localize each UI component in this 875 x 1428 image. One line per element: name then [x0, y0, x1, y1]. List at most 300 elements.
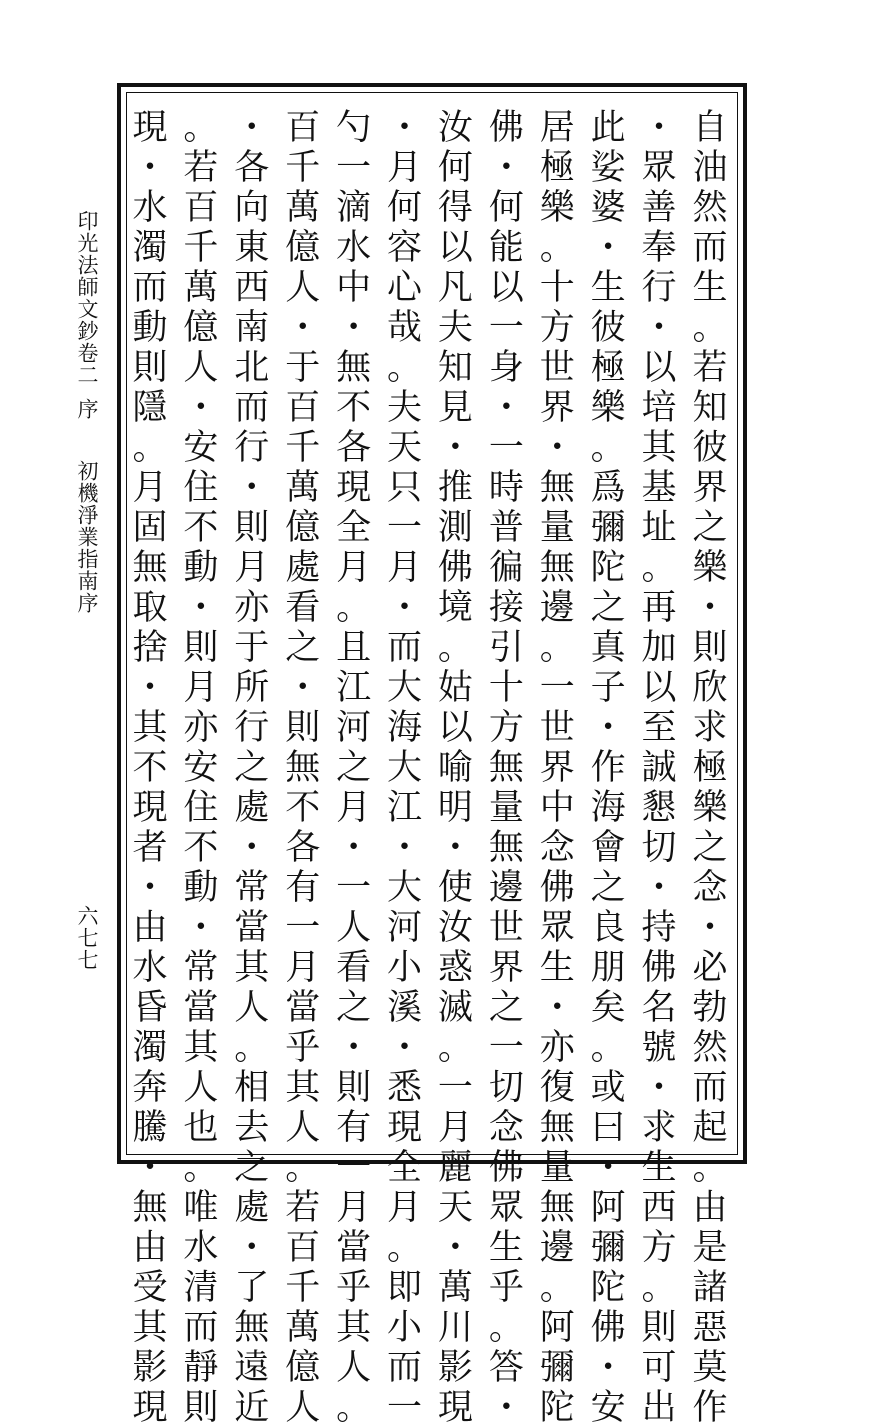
glyph: 安: [183, 748, 219, 788]
glyph: 彌: [590, 1228, 626, 1268]
glyph: 江: [336, 668, 372, 708]
glyph: 月: [183, 668, 219, 708]
glyph: 測: [437, 508, 473, 548]
glyph: 佛: [590, 1308, 626, 1348]
glyph: 之: [234, 748, 270, 788]
glyph: 再: [641, 588, 677, 628]
glyph: 復: [539, 1068, 575, 1108]
glyph: 以: [437, 228, 473, 268]
glyph: 則: [692, 628, 728, 668]
glyph: 動: [183, 868, 219, 908]
glyph: 。: [285, 1148, 321, 1188]
glyph: 大: [387, 868, 423, 908]
glyph: ・: [692, 588, 728, 628]
glyph: 無: [132, 1188, 168, 1228]
glyph: 。: [539, 1268, 575, 1308]
glyph: 濁: [132, 228, 168, 268]
glyph: 何: [387, 188, 423, 228]
text-column: [130, 108, 170, 1428]
main-text: [130, 108, 730, 1428]
glyph: 亦: [183, 708, 219, 748]
glyph: 億: [285, 508, 321, 548]
glyph: 。: [641, 1268, 677, 1308]
glyph: 悉: [387, 1068, 423, 1108]
glyph: 月: [387, 148, 423, 188]
glyph: 即: [387, 1268, 423, 1308]
glyph: 引: [488, 628, 524, 668]
glyph: 量: [539, 1148, 575, 1188]
glyph: 陀: [590, 1268, 626, 1308]
glyph: 之: [336, 748, 372, 788]
glyph: 佛: [539, 868, 575, 908]
glyph: 不: [183, 508, 219, 548]
text-column: [334, 108, 374, 1428]
glyph: 天: [387, 428, 423, 468]
glyph: ・: [132, 868, 168, 908]
glyph: 樂: [692, 548, 728, 588]
glyph: 月: [437, 1108, 473, 1148]
glyph: 眾: [539, 908, 575, 948]
glyph: 月: [285, 948, 321, 988]
glyph: ・: [641, 868, 677, 908]
glyph: 。: [132, 428, 168, 468]
glyph: 生: [692, 268, 728, 308]
glyph: 海: [590, 788, 626, 828]
glyph: 汝: [437, 908, 473, 948]
glyph: 一: [336, 148, 372, 188]
glyph: 一: [488, 308, 524, 348]
glyph: 則: [132, 348, 168, 388]
glyph: 。: [387, 1228, 423, 1268]
glyph: 能: [488, 228, 524, 268]
glyph: 。: [590, 428, 626, 468]
glyph: 之: [590, 588, 626, 628]
glyph: 彼: [590, 308, 626, 348]
glyph: 亦: [539, 1028, 575, 1068]
glyph: 天: [437, 1188, 473, 1228]
glyph: 名: [641, 988, 677, 1028]
glyph: 大: [387, 748, 423, 788]
glyph: 有: [285, 868, 321, 908]
glyph: 良: [590, 908, 626, 948]
glyph: 月: [336, 788, 372, 828]
glyph: 生: [488, 1228, 524, 1268]
glyph: 有: [336, 1108, 372, 1148]
glyph: 切: [641, 828, 677, 868]
glyph: 各: [336, 428, 372, 468]
glyph: 了: [234, 1268, 270, 1308]
glyph: 現: [132, 788, 168, 828]
glyph: 百: [285, 108, 321, 148]
glyph: 其: [336, 1308, 372, 1348]
glyph: 者: [132, 828, 168, 868]
glyph: ・: [488, 148, 524, 188]
glyph: 心: [387, 268, 423, 308]
glyph: 以: [641, 348, 677, 388]
glyph: 此: [590, 108, 626, 148]
glyph: 樂: [692, 788, 728, 828]
glyph: 乎: [285, 1028, 321, 1068]
glyph: 現: [387, 1108, 423, 1148]
text-column: [537, 108, 577, 1428]
glyph: 極: [692, 748, 728, 788]
glyph: 現: [132, 108, 168, 148]
glyph: 而: [387, 1348, 423, 1388]
glyph: 以: [488, 268, 524, 308]
glyph: 若: [692, 348, 728, 388]
glyph: ・: [590, 1148, 626, 1188]
glyph: 遠: [234, 1348, 270, 1388]
glyph: 去: [234, 1108, 270, 1148]
glyph: 處: [234, 1188, 270, 1228]
glyph: 行: [234, 708, 270, 748]
glyph: 生: [641, 1148, 677, 1188]
glyph: 江: [387, 788, 423, 828]
text-column: [435, 108, 475, 1428]
glyph: 一: [488, 428, 524, 468]
glyph: 其: [641, 428, 677, 468]
glyph: 也: [183, 1108, 219, 1148]
glyph: 得: [437, 188, 473, 228]
glyph: 一: [488, 1028, 524, 1068]
glyph: 佛: [488, 108, 524, 148]
glyph: 凡: [437, 268, 473, 308]
glyph: 乎: [488, 1268, 524, 1308]
glyph: 所: [234, 668, 270, 708]
glyph: 萬: [285, 188, 321, 228]
glyph: 若: [285, 1188, 321, 1228]
glyph: 。: [234, 1028, 270, 1068]
glyph: 一: [336, 868, 372, 908]
glyph: 婆: [590, 188, 626, 228]
glyph: 陀: [539, 1388, 575, 1428]
glyph: 萬: [285, 1308, 321, 1348]
glyph: 界: [539, 388, 575, 428]
glyph: 而: [692, 228, 728, 268]
glyph: 大: [387, 668, 423, 708]
glyph: 近: [234, 1388, 270, 1428]
glyph: 唯: [183, 1188, 219, 1228]
glyph: 滅: [437, 988, 473, 1028]
glyph: 相: [234, 1068, 270, 1108]
glyph: ・: [234, 1228, 270, 1268]
glyph: ・: [437, 428, 473, 468]
glyph: 月: [387, 548, 423, 588]
glyph: ・: [387, 828, 423, 868]
glyph: 必: [692, 948, 728, 988]
glyph: 加: [641, 628, 677, 668]
glyph: 動: [132, 308, 168, 348]
text-column: [690, 108, 730, 1428]
glyph: 人: [285, 1108, 321, 1148]
glyph: 當: [234, 908, 270, 948]
glyph: ・: [488, 388, 524, 428]
glyph: 現: [336, 468, 372, 508]
glyph: 之: [234, 1148, 270, 1188]
glyph: 善: [641, 188, 677, 228]
glyph: 邊: [539, 588, 575, 628]
glyph: 無: [132, 548, 168, 588]
glyph: ・: [387, 588, 423, 628]
page-number: 六七七: [75, 905, 99, 971]
glyph: 川: [437, 1308, 473, 1348]
text-column: [283, 108, 323, 1428]
glyph: ・: [641, 308, 677, 348]
glyph: 常: [183, 948, 219, 988]
glyph: 月: [132, 468, 168, 508]
glyph: 。: [183, 1148, 219, 1188]
glyph: 現: [437, 1388, 473, 1428]
glyph: 極: [539, 148, 575, 188]
glyph: 邊: [539, 1228, 575, 1268]
glyph: 子: [590, 668, 626, 708]
glyph: 一: [336, 1148, 372, 1188]
glyph: 人: [285, 268, 321, 308]
glyph: 其: [132, 708, 168, 748]
glyph: 中: [336, 268, 372, 308]
glyph: 何: [488, 188, 524, 228]
glyph: 起: [692, 1108, 728, 1148]
glyph: ・: [183, 588, 219, 628]
glyph: 世: [539, 348, 575, 388]
glyph: ・: [437, 828, 473, 868]
glyph: 之: [590, 868, 626, 908]
glyph: 娑: [590, 148, 626, 188]
glyph: 念: [692, 868, 728, 908]
glyph: 麗: [437, 1148, 473, 1188]
glyph: 而: [692, 1068, 728, 1108]
glyph: 海: [387, 708, 423, 748]
glyph: 水: [132, 188, 168, 228]
glyph: 南: [234, 308, 270, 348]
glyph: 人: [336, 908, 372, 948]
glyph: 則: [285, 708, 321, 748]
glyph: 無: [539, 548, 575, 588]
glyph: 佛: [641, 948, 677, 988]
glyph: 萬: [285, 468, 321, 508]
glyph: 影: [437, 1348, 473, 1388]
glyph: 之: [692, 828, 728, 868]
glyph: 動: [183, 548, 219, 588]
glyph: 十: [488, 668, 524, 708]
glyph: 佛: [488, 1148, 524, 1188]
glyph: 邊: [488, 868, 524, 908]
glyph: 界: [488, 948, 524, 988]
glyph: 或: [590, 1068, 626, 1108]
glyph: 則: [641, 1308, 677, 1348]
glyph: ・: [183, 908, 219, 948]
glyph: 小: [387, 1308, 423, 1348]
glyph: 由: [132, 908, 168, 948]
glyph: 惡: [692, 1308, 728, 1348]
glyph: ・: [132, 668, 168, 708]
glyph: 姑: [437, 668, 473, 708]
glyph: 奉: [641, 228, 677, 268]
glyph: 昏: [132, 988, 168, 1028]
glyph: 人: [183, 1068, 219, 1108]
glyph: ・: [539, 988, 575, 1028]
glyph: 各: [234, 148, 270, 188]
glyph: 使: [437, 868, 473, 908]
glyph: 月: [234, 548, 270, 588]
glyph: 千: [285, 1268, 321, 1308]
glyph: ・: [387, 1028, 423, 1068]
glyph: 處: [234, 788, 270, 828]
glyph: 住: [183, 788, 219, 828]
glyph: 而: [387, 628, 423, 668]
glyph: 爲: [590, 468, 626, 508]
glyph: 千: [285, 148, 321, 188]
glyph: 無: [336, 348, 372, 388]
glyph: ・: [488, 1388, 524, 1428]
glyph: 諸: [692, 1268, 728, 1308]
glyph: 。: [590, 1028, 626, 1068]
text-column: [639, 108, 679, 1428]
glyph: 無: [539, 468, 575, 508]
glyph: 東: [234, 228, 270, 268]
glyph: 一: [387, 1388, 423, 1428]
glyph: 容: [387, 228, 423, 268]
glyph: 億: [183, 308, 219, 348]
glyph: 欣: [692, 668, 728, 708]
glyph: 求: [692, 708, 728, 748]
glyph: 行: [641, 268, 677, 308]
glyph: 不: [336, 388, 372, 428]
glyph: 水: [336, 228, 372, 268]
glyph: 一: [437, 1068, 473, 1108]
glyph: 作: [692, 1388, 728, 1428]
glyph: ・: [336, 828, 372, 868]
glyph: 無: [539, 1108, 575, 1148]
glyph: 看: [285, 588, 321, 628]
glyph: 。: [539, 628, 575, 668]
glyph: 萬: [437, 1268, 473, 1308]
glyph: 月: [336, 548, 372, 588]
glyph: 只: [387, 468, 423, 508]
glyph: 人: [183, 348, 219, 388]
glyph: 基: [641, 468, 677, 508]
glyph: 不: [183, 828, 219, 868]
glyph: 萬: [183, 268, 219, 308]
glyph: 十: [539, 268, 575, 308]
glyph: 接: [488, 588, 524, 628]
glyph: 億: [285, 1348, 321, 1388]
glyph: 之: [336, 988, 372, 1028]
glyph: ・: [590, 708, 626, 748]
glyph: 出: [641, 1388, 677, 1428]
glyph: 人: [285, 1388, 321, 1428]
glyph: 答: [488, 1348, 524, 1388]
glyph: ・: [336, 1028, 372, 1068]
glyph: 。: [437, 628, 473, 668]
glyph: 住: [183, 468, 219, 508]
glyph: ・: [641, 108, 677, 148]
glyph: 方: [539, 308, 575, 348]
glyph: 量: [539, 508, 575, 548]
glyph: 其: [234, 948, 270, 988]
glyph: 行: [234, 428, 270, 468]
glyph: ・: [234, 468, 270, 508]
glyph: ・: [641, 1068, 677, 1108]
glyph: 若: [183, 148, 219, 188]
glyph: 之: [488, 988, 524, 1028]
glyph: 現: [132, 1388, 168, 1428]
glyph: 。: [437, 1028, 473, 1068]
glyph: 百: [285, 388, 321, 428]
glyph: 固: [132, 508, 168, 548]
glyph: 何: [437, 148, 473, 188]
glyph: 生: [539, 948, 575, 988]
glyph: ・: [387, 108, 423, 148]
glyph: 推: [437, 468, 473, 508]
glyph: 全: [336, 508, 372, 548]
glyph: 念: [488, 1108, 524, 1148]
glyph: 無: [539, 1188, 575, 1228]
glyph: 方: [641, 1228, 677, 1268]
glyph: 可: [641, 1348, 677, 1388]
glyph: ・: [437, 1228, 473, 1268]
glyph: 世: [488, 908, 524, 948]
glyph: ・: [336, 308, 372, 348]
glyph: 一: [387, 508, 423, 548]
glyph: 靜: [183, 1348, 219, 1388]
glyph: 捨: [132, 628, 168, 668]
glyph: 普: [488, 508, 524, 548]
section-label: 序: [75, 398, 99, 420]
glyph: 惑: [437, 948, 473, 988]
glyph: 以: [437, 708, 473, 748]
glyph: 于: [234, 628, 270, 668]
glyph: 則: [336, 1068, 372, 1108]
glyph: 全: [387, 1148, 423, 1188]
glyph: 而: [183, 1308, 219, 1348]
glyph: ・: [590, 228, 626, 268]
glyph: 各: [285, 828, 321, 868]
glyph: 由: [132, 1228, 168, 1268]
glyph: 河: [387, 908, 423, 948]
glyph: 則: [183, 1388, 219, 1428]
glyph: 徧: [488, 548, 524, 588]
glyph: 亦: [234, 588, 270, 628]
text-column: [486, 108, 526, 1428]
glyph: 取: [132, 588, 168, 628]
glyph: 當: [183, 988, 219, 1028]
glyph: 則: [183, 628, 219, 668]
glyph: 念: [539, 828, 575, 868]
glyph: 小: [387, 948, 423, 988]
text-column: [385, 108, 425, 1428]
text-column: [181, 108, 221, 1428]
glyph: 常: [234, 868, 270, 908]
glyph: 彌: [590, 508, 626, 548]
glyph: 址: [641, 508, 677, 548]
glyph: 持: [641, 908, 677, 948]
glyph: 夫: [387, 388, 423, 428]
glyph: 之: [692, 508, 728, 548]
glyph: 溪: [387, 988, 423, 1028]
glyph: 勃: [692, 988, 728, 1028]
glyph: 然: [692, 1028, 728, 1068]
glyph: 騰: [132, 1108, 168, 1148]
glyph: 阿: [590, 1188, 626, 1228]
glyph: 生: [590, 268, 626, 308]
glyph: 夫: [437, 308, 473, 348]
glyph: 百: [183, 188, 219, 228]
book-title: 印光法師文鈔卷二: [75, 210, 99, 386]
glyph: 。: [488, 1308, 524, 1348]
glyph: 于: [285, 348, 321, 388]
glyph: 濁: [132, 1028, 168, 1068]
